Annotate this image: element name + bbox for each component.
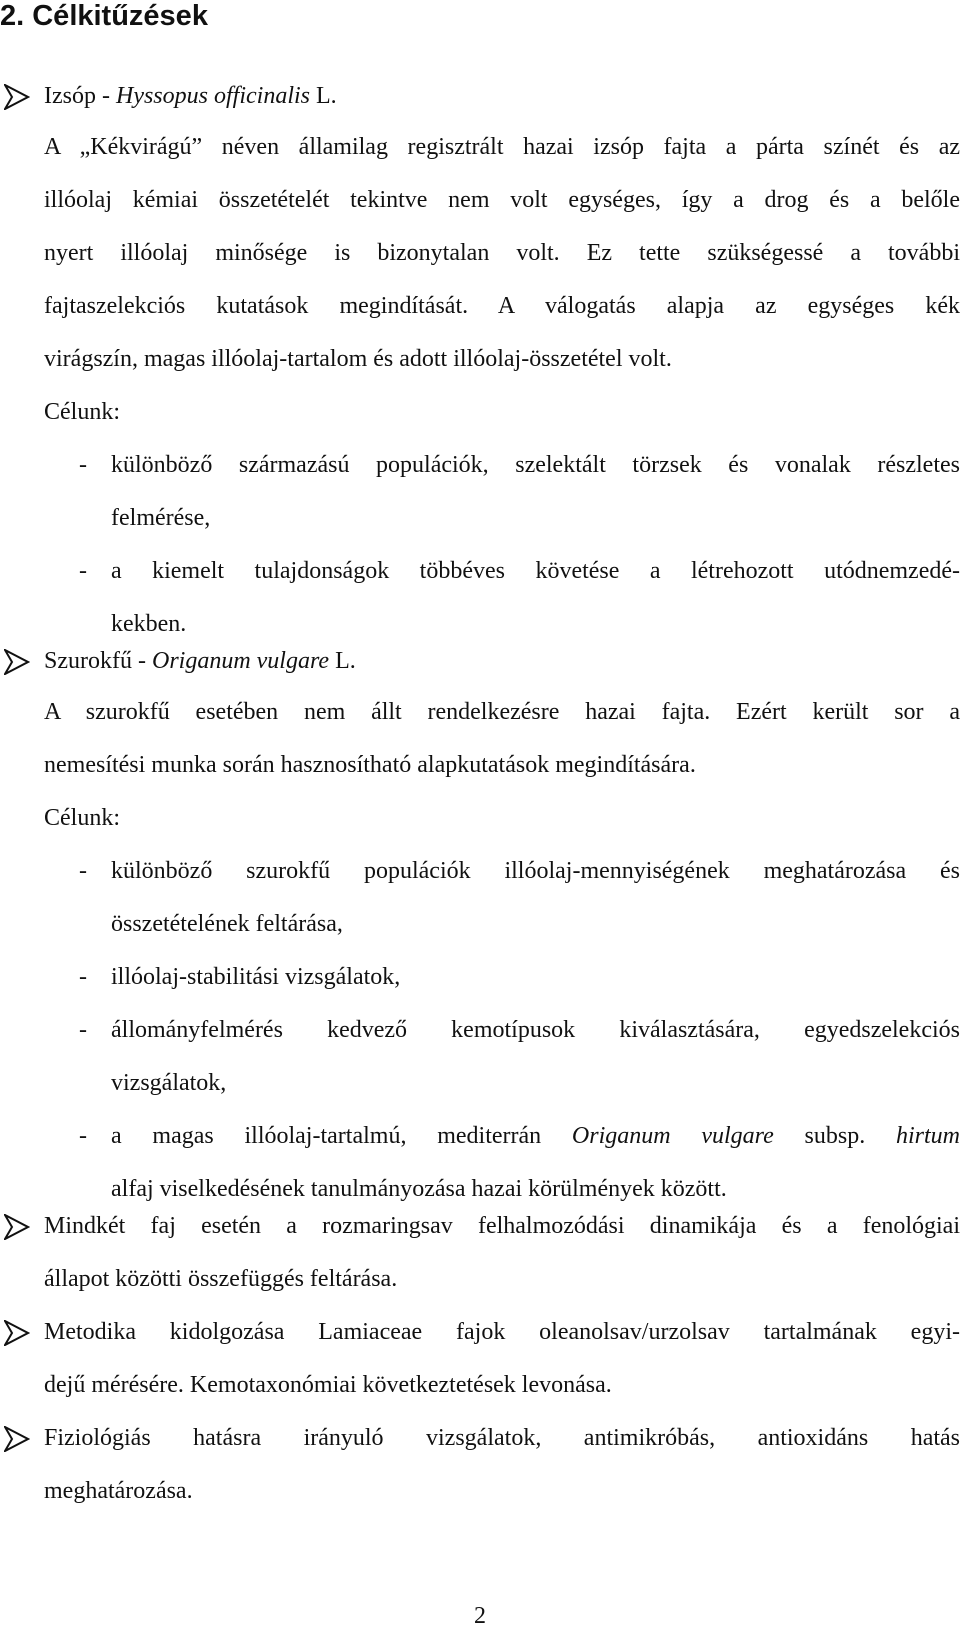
arrow-bullet-icon xyxy=(4,1320,30,1346)
paragraph-line: nemesítési munka során hasznosítható alapkutatások megindítására. xyxy=(44,752,696,778)
list-dash: - xyxy=(79,858,87,884)
list-item-line: a kiemelt tulajdonságok többéves követése a létrehozott utódnemzedé- xyxy=(111,558,960,584)
arrow-bullet-icon xyxy=(4,649,30,675)
paragraph-line: A szurokfű esetében nem állt rendelkezésre hazai fajta. Ezért került sor a xyxy=(44,699,960,725)
list-dash: - xyxy=(79,1017,87,1043)
list-item-line: vizsgálatok, xyxy=(111,1070,227,1096)
goals-label: Célunk: xyxy=(44,805,120,831)
paragraph-line: nyert illóolaj minősége is bizonytalan volt. Ez tette szükségessé a további xyxy=(44,240,960,266)
bullet-item-rosmarinic xyxy=(0,1206,960,1246)
bullet-text-line: dejű mérésére. Kemotaxonómiai következtetések levonása. xyxy=(44,1372,612,1398)
section-heading: 2. Célkitűzések xyxy=(0,0,208,32)
paragraph-line: A „Kékvirágú” néven államilag regisztrált hazai izsóp fajta a párta színét és az xyxy=(44,134,960,160)
subspecies-latin-name: hirtum xyxy=(895,1123,960,1149)
bullet-item-origanum xyxy=(0,641,960,681)
list-item-line: felmérése, xyxy=(111,505,211,531)
page-number: 2 xyxy=(474,1603,486,1629)
list-dash: - xyxy=(79,964,87,990)
list-item-line: összetételének feltárása, xyxy=(111,911,343,937)
list-item-line: alfaj viselkedésének tanulmányozása hazai körülmények között. xyxy=(111,1176,727,1202)
list-item-line: különböző származású populációk, szelektált törzsek és vonalak részletes xyxy=(111,452,960,478)
arrow-bullet-icon xyxy=(4,1214,30,1240)
list-item-line: kekben. xyxy=(111,611,187,637)
species-latin-name: Hyssopus officinalis xyxy=(115,83,310,109)
species-latin-name: Origanum vulgare xyxy=(571,1123,774,1149)
species-latin-name: Origanum vulgare xyxy=(151,648,330,674)
species-title: Szurokfű - Origanum vulgare L. xyxy=(44,648,356,674)
goals-label: Célunk: xyxy=(44,399,120,425)
bullet-text-line: állapot közötti összefüggés feltárása. xyxy=(44,1266,398,1292)
list-dash: - xyxy=(79,558,87,584)
species-title: Izsóp - Hyssopus officinalis L. xyxy=(44,83,337,109)
list-dash: - xyxy=(79,452,87,478)
bullet-item-physiology xyxy=(0,1418,960,1458)
bullet-text-line: Mindkét faj esetén a rozmaringsav felhalmozódási dinamikája és a fenológiai xyxy=(44,1213,960,1239)
bullet-text-line: Fiziológiás hatásra irányuló vizsgálatok, antimikróbás, antioxidáns hatás xyxy=(44,1425,960,1451)
bullet-item-hyssopus xyxy=(0,76,960,116)
list-item-line: különböző szurokfű populációk illóolaj-mennyiségének meghatározása és xyxy=(111,858,960,884)
bullet-item-methodology xyxy=(0,1312,960,1352)
paragraph-line: fajtaszelekciós kutatások megindítását. A válogatás alapja az egységes kék xyxy=(44,293,960,319)
bullet-text-line: Metodika kidolgozása Lamiaceae fajok oleanolsav/urzolsav tartalmának egyi- xyxy=(44,1319,960,1345)
paragraph-line: virágszín, magas illóolaj-tartalom és adott illóolaj-összetétel volt. xyxy=(44,346,672,372)
list-dash: - xyxy=(79,1123,87,1149)
list-item-line: állományfelmérés kedvező kemotípusok kiválasztására, egyedszelekciós xyxy=(111,1017,960,1043)
bullet-text-line: meghatározása. xyxy=(44,1478,193,1504)
paragraph-line: illóolaj kémiai összetételét tekintve nem volt egységes, így a drog és a belőle xyxy=(44,187,960,213)
list-item-line: a magas illóolaj-tartalmú, mediterrán Origanum vulgare subsp. hirtum xyxy=(111,1123,960,1149)
arrow-bullet-icon xyxy=(4,84,30,110)
list-item-line: illóolaj-stabilitási vizsgálatok, xyxy=(111,964,401,990)
arrow-bullet-icon xyxy=(4,1426,30,1452)
